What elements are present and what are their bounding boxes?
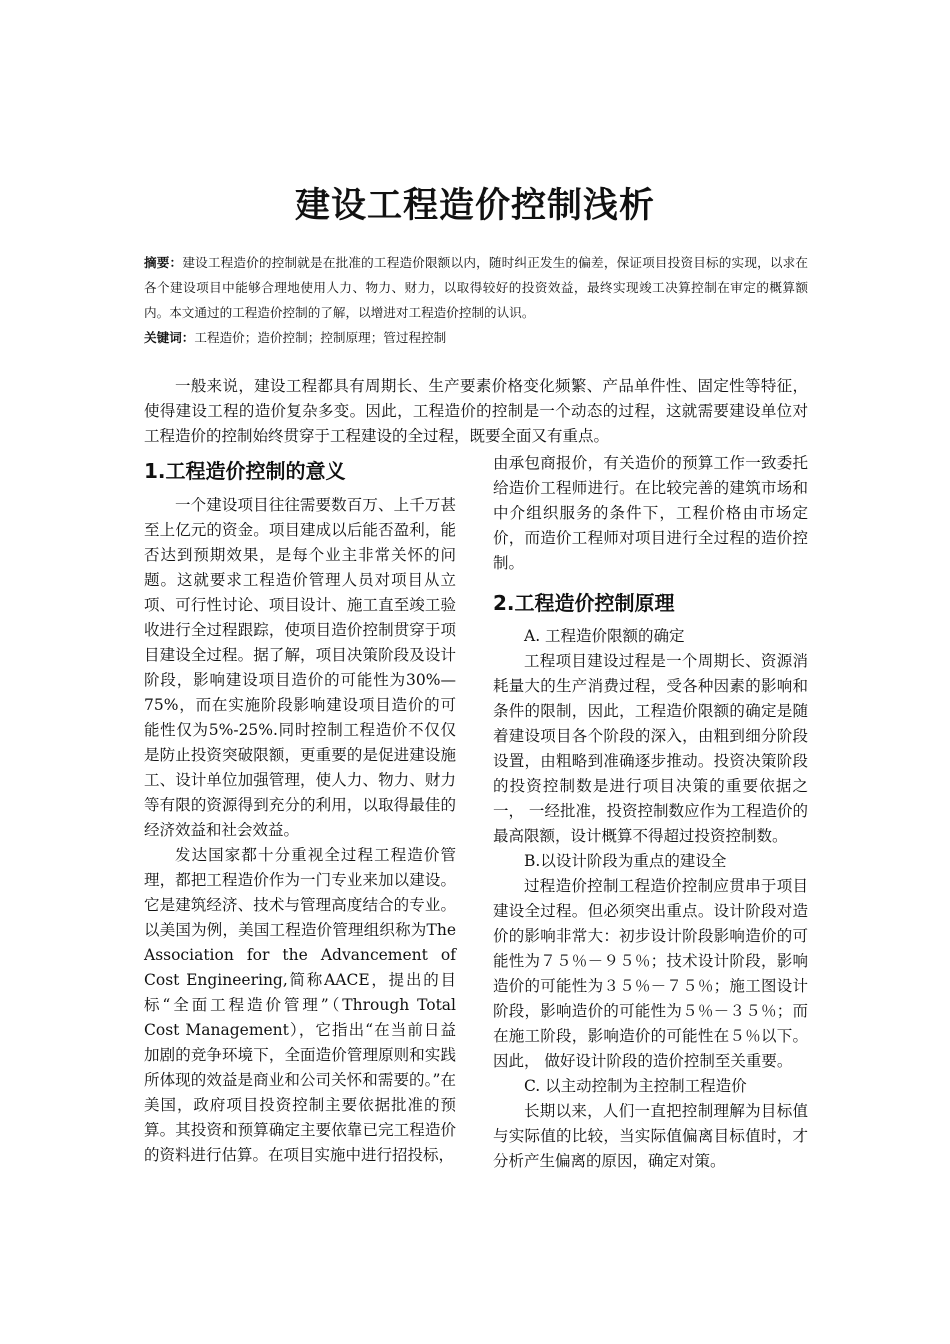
subsection-c-text: 长期以来，人们一直把控制理解为目标值与实际值的比较，当实际值偏离目标值时，才分析产生偏离的原因，确定对策。 <box>493 1102 808 1170</box>
section-1-paragraph-1: 一个建设项目往往需要数百万、上千万甚至上亿元的资金。项目建成以后能否盈利，能否达到预期效果，是每个业主非常关怀的问题。这就要求工程造价管理人员对项目从立项、可行性讨论、项目设计、施工直至竣工验收进行全过程跟踪，使项目造价控制贯穿于项目建设全过程。据了解，项目决策阶段及设计阶段，影响建设项目造价的可能性为30%—75%，而在实施阶段影响建设项目造价的可能性仅为5%-25%.同时控制工程造价不仅仅是防止投资突破限额，更重要的是促进建设施工、设计单位加强管理，使人力、物力、财力等有限的资源得到充分的利用，以取得最佳的经济效益和社会效益。 <box>144 496 456 839</box>
section-2-heading: 2.工程造价控制原理 <box>493 591 675 615</box>
right-column <box>493 451 808 1174</box>
section-1-paragraph-2: 发达国家都十分重视全过程工程造价管理，都把工程造价作为一门专业来加以建设。它是建筑经济、技术与管理高度结合的专业。以美国为例，美国工程造价管理组织称为The Association for the Advancement of Cost Engineering,简称AACE，提出的目标“全面工程造价管理”（Through Total Cost Management），它指出“在当前日益加剧的竞争环境下，全面造价管理原则和实践所体现的效益是商业和公司关怀和需要的。”在美国，政府项目投资控制主要依据批准的预算。其投资和预算确定主要依靠已完工程造价的资料进行估算。在项目实施中进行招投标， <box>144 846 456 1164</box>
left-column <box>144 456 456 1168</box>
page-title: 建设工程造价控制浅析 <box>294 186 655 226</box>
subsection-a-title: A. 工程造价限额的确定 <box>524 627 685 645</box>
section-1-heading: 1.工程造价控制的意义 <box>144 459 346 483</box>
keywords-label: 关键词： <box>144 330 195 345</box>
subsection-a-text: 工程项目建设过程是一个周期长、资源消耗量大的生产消费过程，受各种因素的影响和条件的限制，因此，工程造价限额的确定是随着建设项目各个阶段的深入，由粗到细分阶段设置，由粗略到准确逐步推动。投资决策阶段的投资控制数是进行项目决策的重要依据之一， 一经批准，投资控制数应作为工程造价的最高限额，设计概算不得超过投资控制数。 <box>493 652 808 845</box>
abstract <box>144 250 808 325</box>
subsection-b-text: 过程造价控制工程造价控制应贯串于项目建设全过程。但必须突出重点。设计阶段对造价的影响非常大：初步设计阶段影响造价的可能性为７５％－９５％；技术设计阶段，影响造价的可能性为３５％－７５％；施工图设计阶段，影响造价的可能性为５％－３５％；而在施工阶段，影响造价的可能性在５％以下。因此， 做好设计阶段的造价控制至关重要。 <box>493 877 808 1070</box>
abstract-label: 摘要： <box>144 255 183 270</box>
section-1-paragraph-2-continued: 由承包商报价，有关造价的预算工作一致委托给造价工程师进行。在比较完善的建筑市场和中介组织服务的条件下，工程价格由市场定价，而造价工程师对项目进行全过程的造价控制。 <box>493 454 808 572</box>
abstract-text: 建设工程造价的控制就是在批准的工程造价限额以内，随时纠正发生的偏差，保证项目投资目标的实现，以求在各个建设项目中能够合理地使用人力、物力、财力，以取得较好的投资效益，最终实现竣工决算控制在审定的概算额内。本文通过的工程造价控制的了解，以增进对工程造价控制的认识。 <box>144 255 809 320</box>
keywords-text: 工程造价；造价控制；控制原理；管过程控制 <box>194 330 447 345</box>
subsection-b-title: B.以设计阶段为重点的建设全 <box>524 852 727 870</box>
keywords <box>144 325 808 350</box>
subsection-c-title: C. 以主动控制为主控制工程造价 <box>524 1077 747 1095</box>
intro-paragraph: 一般来说，建设工程都具有周期长、生产要素价格变化频繁、产品单件性、固定性等特征，使得建设工程的造价复杂多变。因此，工程造价的控制是一个动态的过程，这就需要建设单位对工程造价的控制始终贯穿于工程建设的全过程，既要全面又有重点。 <box>144 377 808 445</box>
